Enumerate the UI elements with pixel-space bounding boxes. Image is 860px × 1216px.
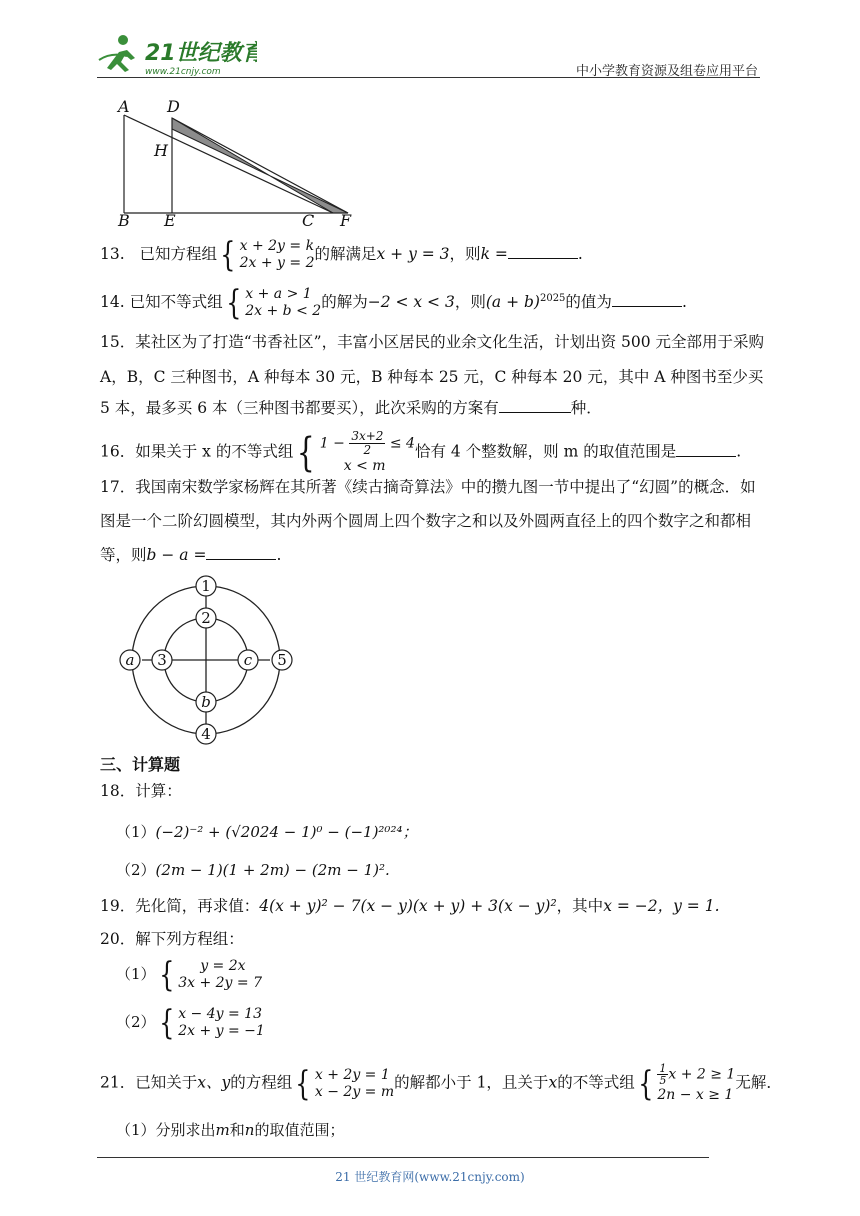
circle-label-4: 4 bbox=[201, 725, 211, 743]
label-C: C bbox=[302, 211, 315, 228]
answer-blank[interactable] bbox=[508, 258, 578, 259]
label-B: B bbox=[118, 211, 130, 228]
question-15-line1: 15．某社区为了打造“书香社区”，丰富小区居民的业余文化生活，计划出资 500 元全部用于采购 bbox=[100, 333, 765, 351]
header-divider bbox=[97, 77, 760, 78]
question-14: 14. 已知不等式组 { x + a > 1 2x + b < 2 的解为−2 < x < 3，则$(a + b)^{2025}$的值为 . bbox=[100, 283, 687, 323]
question-18-part1: （1）(−2)⁻² + (√2024 − 1)⁰ − (−1)²⁰²⁴； bbox=[116, 823, 418, 841]
circle-label-1: 1 bbox=[201, 577, 211, 595]
magic-circle-figure bbox=[114, 574, 300, 750]
question-15-line3: 5 本，最多买 6 本（三种图书都要买），此次采购的方案有 种． bbox=[100, 399, 602, 417]
circle-label-a: a bbox=[125, 651, 135, 669]
circle-label-b: b bbox=[201, 693, 211, 711]
question-16: 16．如果关于 x 的不等式组 { 1 − $\frac{3x+2}{2}$ ≤ 4 x < m 恰有 4 个整数解，则 m 的取值范围是 . bbox=[100, 429, 742, 476]
answer-blank[interactable] bbox=[612, 306, 682, 307]
question-19: 19．先化简，再求值：4(x + y)² − 7(x − y)(x + y) + 3(x − y)²，其中x = −2，y = 1. bbox=[100, 897, 720, 915]
site-name: 中小学教育资源及组卷应用平台 bbox=[575, 64, 758, 79]
answer-blank[interactable] bbox=[206, 559, 276, 560]
logo-url: www.21cnjy.com bbox=[145, 67, 221, 77]
answer-blank[interactable] bbox=[676, 456, 736, 457]
site-logo bbox=[97, 30, 257, 80]
circle-label-3: 3 bbox=[157, 651, 167, 669]
footer-link[interactable]: 21 世纪教育网(www.21cnjy.com) bbox=[335, 1170, 525, 1184]
label-D: D bbox=[167, 97, 180, 116]
question-15-line2: A，B，C 三种图书，A 种每本 30 元，B 种每本 25 元，C 种每本 20 元，其中 A 种图书至少买 bbox=[100, 368, 764, 386]
question-21-part1: （1）分别求出m和n的取值范围； bbox=[116, 1121, 345, 1139]
question-21: 21．已知关于x、y的方程组 { x + 2y = 1 x − 2y = m 的解都小于 1，且关于x的不等式组 { $\frac{1}{5}$ x + 2 ≥ 1 2n − x ≥ 1 无解． bbox=[100, 1062, 782, 1104]
question-17-line1: 17．我国南宋数学家杨辉在其所著《续古摘奇算法》中的攒九图一节中提出了“幻圆”的概念．如 bbox=[100, 478, 756, 496]
label-F: F bbox=[340, 211, 352, 228]
label-A: A bbox=[118, 97, 130, 116]
circle-label-c: c bbox=[243, 651, 253, 669]
label-E: E bbox=[164, 211, 176, 228]
question-18-part2: （2）(2m − 1)(1 + 2m) − (2m − 1)². bbox=[116, 861, 390, 879]
circle-label-2: 2 bbox=[201, 609, 211, 627]
question-20-part1: （1） { y = 2x 3x + 2y = 7 bbox=[116, 955, 262, 995]
inequality-system: { x + a > 1 2x + b < 2 bbox=[225, 283, 322, 323]
question-18-title: 18．计算： bbox=[100, 782, 182, 800]
section-title: 三、计算题 bbox=[100, 755, 181, 774]
question-17-line3: 等，则b − a = . bbox=[100, 546, 282, 564]
footer-divider bbox=[97, 1157, 709, 1158]
answer-blank[interactable] bbox=[499, 412, 571, 413]
logo-text: 21世纪教育 bbox=[145, 41, 257, 66]
triangle-figure bbox=[110, 96, 370, 228]
question-17-line2: 图是一个二阶幻圆模型，其内外两个圆周上四个数字之和以及外圆两直径上的四个数字之和都相 bbox=[100, 512, 752, 530]
question-13: 13. 已知方程组 { x + 2y = k 2x + y = 2 的解满足x + y = 3，则k = . bbox=[100, 235, 583, 275]
question-20-part2: （2） { x − 4y = 13 2x + y = −1 bbox=[116, 1003, 265, 1043]
circle-label-5: 5 bbox=[277, 651, 287, 669]
equation-system: { x + 2y = k 2x + y = 2 bbox=[220, 235, 315, 275]
label-H: H bbox=[154, 141, 168, 160]
question-20-title: 20．解下列方程组： bbox=[100, 930, 244, 948]
inequality-system: { 1 − $\frac{3x+2}{2}$ ≤ 4 x < m bbox=[297, 429, 415, 476]
